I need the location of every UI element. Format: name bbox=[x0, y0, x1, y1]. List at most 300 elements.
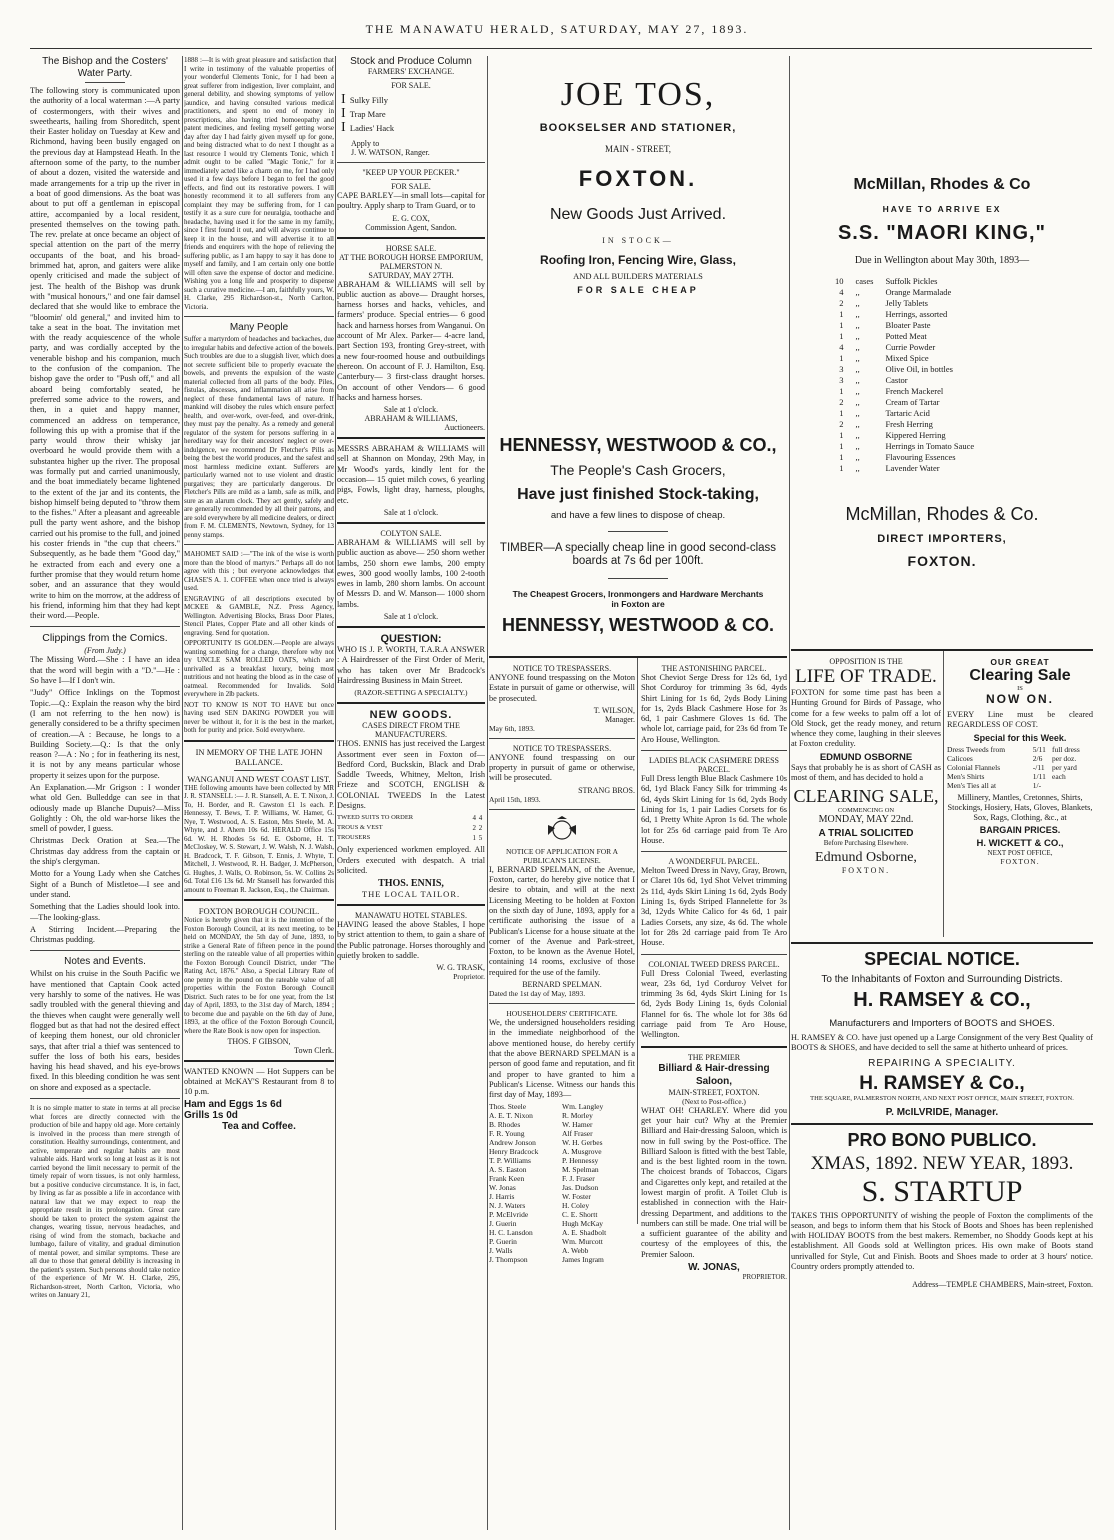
week-item-name: Calicoes bbox=[947, 753, 973, 763]
ramsey-body: H. RAMSEY & CO. have just opened up a Large Consignment of the very Best Quality of BOOTS & SHOES, and have decided to sell the same at hitherto unheard of prices. bbox=[791, 1033, 1093, 1053]
trespass-sig-1: T. WILSON, bbox=[593, 705, 635, 715]
horse-sale-title: HORSE SALE. bbox=[385, 243, 437, 253]
householder-name: H. C. Lansdon bbox=[489, 1228, 533, 1238]
divider bbox=[30, 1098, 180, 1099]
householder-name: J. Guerin bbox=[489, 1219, 517, 1229]
col4-lower-left bbox=[489, 664, 635, 1264]
new-goods-title: NEW GOODS. bbox=[369, 709, 453, 722]
goods-row bbox=[835, 419, 974, 430]
householder-name: J. Harris bbox=[489, 1192, 515, 1202]
week-item-row bbox=[947, 754, 1093, 763]
cape-barley-ad: CAPE BARLEY—in small lots—capital for poultry. Apply sharp to Tram Guard, or to bbox=[337, 191, 485, 211]
week-item-row bbox=[947, 745, 1093, 754]
week-item-name: Men's Ties all at bbox=[947, 780, 997, 790]
wickett-name: H. WICKETT & CO., bbox=[976, 838, 1064, 850]
mahomet-ad: MAHOMET SAID :—"The ink of the wise is worth more than the blood of martyrs." Perhaps all do not agree with this ; but everyone acknowledges that CHASE'S A. 1. COFFEE when once tried is always used. bbox=[184, 550, 334, 592]
goods-unit: ,, bbox=[855, 419, 860, 429]
for-sale-2: FOR SALE. bbox=[391, 182, 431, 191]
council-signature-title: Town Clerk. bbox=[294, 1046, 334, 1055]
goods-unit: ,, bbox=[855, 287, 860, 297]
ladies-body: Full Dress length Blue Black Cashmere 10s 6d, 1yd Black Fancy Silk for trimming 4s 6d, 4yds Skirt Lining for 1s 6d, 2yds Body Lining for 1s, 1 pair Ladies Corsets for 6s 6d, 1 Pretty White Apron 1s 6d. The whole lot for 25s 6d carriage paid from Te Aro House. bbox=[641, 774, 787, 845]
week-item-price: 1/11 bbox=[1032, 771, 1046, 781]
sale-item: I Trap Mare bbox=[341, 106, 386, 121]
memory-title: IN MEMORY OF THE LATE JOHN BALLANCE. bbox=[195, 746, 323, 767]
publican-sig: BERNARD SPELMAN. bbox=[522, 980, 602, 990]
householder-name: Hugh McKay bbox=[562, 1219, 604, 1229]
question-body: WHO IS J. P. WORTH, T.A.R.A ANSWER : A Hairdresser of the First Order of Merit, who has taken over Mr Bradcock's Hairdressing Business in Main Street. bbox=[337, 645, 485, 685]
goods-row bbox=[835, 287, 974, 298]
keep-pecker: "KEEP UP YOUR PECKER." bbox=[362, 168, 460, 177]
goods-item: Jelly Tablets bbox=[885, 298, 928, 308]
householder-row bbox=[489, 1111, 635, 1120]
clipping: "Judy" Office Inklings on the Topmost Topic.—Q.: Explain the reason why the bird (I am not referring to the hen now) is generally considered to be a thrifty specimen of creation.—A : Because, he longs to a Building Society.—Q.: Is that the only reason ?—A : No ; for in feathering its nest, it is not by any means particular whose property it seizes upon for the purpose. bbox=[30, 688, 180, 780]
goods-item: Castor bbox=[885, 375, 908, 385]
shannon-time: Sale at 1 o'clock. bbox=[383, 507, 439, 517]
mcmillan-town: FOXTON. bbox=[907, 553, 977, 569]
masthead: THE MANAWATU HERALD, SATURDAY, MAY 27, 1893. bbox=[365, 22, 749, 36]
week-item-price: 1/- bbox=[1032, 780, 1042, 790]
divider bbox=[391, 78, 431, 79]
many-people-body: Suffer a martyrdom of headaches and backaches, due to irregular habits and defective action of the bowels. Such troubles are due to a sluggish liver, which does not secrete sufficient bile to properly evacuate the bowels, and prevents the expulsion of the waste material collected from all parts of the body. Piles, fistulas, abscesses, and inflammation all arise from neglect of these fundamental laws of nature. If mankind will disobey the rules which ensure perfect health, and over-work, over-feed, and over-drink, they must pay the penalty. As a remedy and general regulator of the system for persons suffering in a hereditary way for their ancestors' neglect or over-indulgence, we recommend Dr Fletcher's Pills as being the best the world produces, and the safest and most harmless medicine extant. Sufferers are particularly warned not to use violent and drastic purgatives; they are particularly dangerous. Dr Fletcher's Pills are mild as a lamb, safe as milk, and sure as an alarum clock. They act gently, safely and are generally recommended by all their patrons, and are sold everywhere by all medicine dealers, or direct from F. M. CLEMENTS, Newtown, Sydney, for 13 penny stamps. bbox=[184, 335, 334, 539]
bargain-prices: BARGAIN PRICES. bbox=[979, 825, 1061, 836]
stables-title: MANAWATU HOTEL STABLES. bbox=[355, 911, 467, 921]
trespass-body-1: ANYONE found trespassing on the Moton Estate in pursuit of game or otherwise, will be prosecuted. bbox=[489, 673, 635, 703]
billiard-proprietor: PROPRIETOR. bbox=[742, 1273, 787, 1282]
householder-row bbox=[489, 1210, 635, 1219]
ramsey-title: H. RAMSEY & CO., bbox=[853, 989, 1031, 1011]
householder-name: H. Coley bbox=[562, 1201, 590, 1211]
goods-quantity: 1 bbox=[839, 441, 844, 451]
divider bbox=[489, 656, 787, 658]
householder-name: P. Guerin bbox=[489, 1237, 517, 1247]
trespass-date-1: May 6th, 1893. bbox=[489, 723, 535, 733]
many-people-title: Many People bbox=[229, 322, 289, 333]
sale-item: I Ladies' Hack bbox=[341, 120, 395, 135]
divider bbox=[489, 738, 635, 739]
goods-unit: ,, bbox=[855, 452, 860, 462]
roofing: Roofing Iron, Fencing Wire, Glass, bbox=[540, 253, 736, 267]
divider bbox=[391, 179, 431, 180]
wanted-ad: WANTED KNOWN — Hot Suppers can be obtained at McKAY'S Restaurant from 8 to 10 p.m. bbox=[184, 1067, 334, 1096]
osborne-town: FOXTON. bbox=[841, 866, 891, 876]
householder-name: W. Hamer bbox=[562, 1120, 593, 1130]
householder-name: W. H. Gerbes bbox=[562, 1138, 603, 1148]
week-item-unit: each bbox=[1052, 771, 1066, 781]
divider bbox=[641, 954, 787, 955]
razor-setting: (RAZOR-SETTING A SPECIALTY.) bbox=[354, 688, 468, 698]
column-1 bbox=[30, 56, 180, 1530]
divider bbox=[184, 1060, 334, 1062]
masthead-rule bbox=[30, 48, 1092, 49]
householder-name: James Ingram bbox=[562, 1255, 604, 1265]
householder-row bbox=[489, 1138, 635, 1147]
divider bbox=[608, 531, 668, 532]
householder-row bbox=[489, 1120, 635, 1129]
goods-quantity: 1 bbox=[839, 386, 844, 396]
new-goods-arrived: New Goods Just Arrived. bbox=[549, 206, 727, 223]
goods-quantity: 1 bbox=[839, 309, 844, 319]
trespass-sig-2: STRANG BROS. bbox=[578, 785, 635, 795]
farmers-exchange: FARMERS' EXCHANGE. bbox=[367, 67, 455, 76]
hennessy-title: HENNESSY, WESTWOOD & CO., bbox=[499, 435, 777, 455]
householder-name: A. S. Easton bbox=[489, 1165, 527, 1175]
goods-quantity: 4 bbox=[839, 342, 844, 352]
few-lines: and have a few lines to dispose of cheap. bbox=[550, 510, 726, 521]
parcel-body: Shot Cheviot Serge Dress for 12s 6d, 1yd Shot Corduroy for trimming 3s 6d, 4yds Shirt Lining for 1s 6d, 2yds Body Lining for 1s, 2yds Black Cashmere Hose for 3s 6d, 1 pair Cashmere Gloves 1s 6d. The whole lot, carriage paid, for 23s 6d from Te Aro House, Wellington. bbox=[641, 673, 787, 744]
householder-name: Henry Bradcock bbox=[489, 1147, 539, 1157]
clippings-title: Clippings from the Comics. bbox=[42, 632, 168, 645]
cheapest-grocers: The Cheapest Grocers, Ironmongers and Hardware Merchants in Foxton are bbox=[512, 589, 764, 609]
price-table bbox=[337, 813, 485, 843]
certificate-title: HOUSEHOLDERS' CERTIFICATE. bbox=[506, 1009, 618, 1019]
crest-icon bbox=[542, 815, 582, 845]
ramsey-address: THE SQUARE, PALMERSTON NORTH, AND NEXT POST OFFICE, MAIN STREET, FOXTON. bbox=[810, 1094, 1074, 1102]
colyton-time: Sale at 1 o'clock. bbox=[383, 612, 439, 622]
goods-row bbox=[835, 342, 974, 353]
week-item-row bbox=[947, 772, 1093, 781]
householder-name: Andrew Jonson bbox=[489, 1138, 536, 1148]
colonial-title: COLONIAL TWEED DRESS PARCEL. bbox=[648, 959, 780, 969]
ennis-body-2: Only experienced workmen employed. All Orders executed with despatch. A trial solicited. bbox=[337, 845, 485, 875]
divider bbox=[234, 770, 284, 771]
goods-item: Fresh Herring bbox=[885, 419, 933, 429]
goods-item: Currie Powder bbox=[885, 342, 936, 352]
householder-name: Alf Fraser bbox=[562, 1129, 593, 1139]
billiard-body: WHAT OH! CHARLEY. Where did you get your hair cut? Why at the Premier Billiard and Hair-dressing Saloon, which is now in full swing by the Post-office. The Billiard Saloon is fitted with the best Table, and is the best lighted room in the town. The choicest brands of Tobaccos, Cigars and Cigarettes only kept, and retailed at the lowest margin of profit. A Toilet Club is established in connection with the Hair-dressing Department, and additions to the numbers can still be made. One trial will be a sufficient guarantee of the ability and courtesy of the employees of this, the Premier Saloon. bbox=[641, 1105, 787, 1259]
xmas-new-year: XMAS, 1892. NEW YEAR, 1893. bbox=[810, 1152, 1074, 1174]
billiard-next: (Next to Post-office.) bbox=[682, 1096, 746, 1106]
goods-row bbox=[835, 331, 974, 342]
mcmillan-title-2: McMillan, Rhodes & Co. bbox=[845, 504, 1039, 524]
startup-address: Address—TEMPLE CHAMBERS, Main-street, Foxton. bbox=[912, 1280, 1093, 1290]
goods-item: Lavender Water bbox=[885, 463, 940, 473]
millinery: Millinery, Mantles, Cretonnes, Shirts, Stockings, Hosiery, Hats, Gloves, Blankets, Sox, Rags, Clothing, &c., at bbox=[947, 792, 1093, 823]
householder-name: A. Webb bbox=[562, 1246, 589, 1256]
wonderful-title: A WONDERFUL PARCEL. bbox=[668, 857, 760, 867]
week-item-price: 5/11 bbox=[1032, 744, 1046, 754]
goods-quantity: 1 bbox=[839, 353, 844, 363]
joe-street: MAIN - STREET, bbox=[604, 144, 672, 154]
goods-unit: ,, bbox=[855, 353, 860, 363]
householder-row bbox=[489, 1147, 635, 1156]
wickett-ad bbox=[947, 657, 1093, 866]
householder-name: N. J. Waters bbox=[489, 1201, 526, 1211]
manufacturers: Manufacturers and Importers of BOOTS and SHOES. bbox=[829, 1018, 1055, 1029]
householder-name: Thos. Steele bbox=[489, 1102, 527, 1112]
divider bbox=[184, 544, 334, 545]
divider bbox=[791, 942, 1093, 944]
goods-item: Mixed Spice bbox=[885, 353, 929, 363]
divider bbox=[641, 750, 787, 751]
householder-name: T. P. Williams bbox=[489, 1156, 531, 1166]
council-body: Notice is hereby given that it is the intention of the Foxton Borough Council, at its next meeting, to be held on MONDAY, the 5th day of June, 1893, to strike a General Rate of fifteen pence in the pound sterling on the rateable value of all properties within the Foxton Borough Council District, under "The Rating Act, 1876." Also, a Special Library Rate of one penny in the pound on the rateable value of all properties within the Foxton Borough Council District. Such rates to be for one year, from the 1st day of April, 1893, to the 31st day of March, 1894 ; to become due and payable on the 6th day of June, 1893, at the office of the Foxton Borough Council, where the Rate Book is now open for inspection. bbox=[184, 916, 334, 1035]
col5-ads bbox=[791, 657, 1093, 937]
ramsey-title-2: H. RAMSEY & Co., bbox=[859, 1072, 1025, 1094]
monday-date: MONDAY, MAY 22nd. bbox=[818, 814, 914, 826]
timber-ad: TIMBER—A specially cheap line in good second-class boards at 7s 6d per 100ft. bbox=[499, 542, 777, 567]
goods-row bbox=[835, 364, 974, 375]
in-stock: IN STOCK— bbox=[602, 236, 674, 245]
clipping: An Explanation.—Mr Grigson : I wonder what old Gen. Bulleddge can see in that odiously made up Blanche Dupuis?—Miss Golightly : Oh, the old war-horse likes the smell of powder, I guess. bbox=[30, 783, 180, 834]
clearing-sale-heading: Clearing Sale bbox=[969, 667, 1071, 684]
divider bbox=[641, 851, 787, 852]
osborne-says: Says that probably he is as short of CASH as most of them, and has decided to hold a bbox=[791, 762, 941, 783]
due-wellington: Due in Wellington about May 30th, 1893— bbox=[854, 255, 1030, 266]
column-5 bbox=[791, 56, 1093, 1530]
householder-row bbox=[489, 1183, 635, 1192]
auctioneers-title: Auctioneers. bbox=[444, 423, 485, 433]
divider bbox=[641, 1046, 787, 1048]
osborne-ad bbox=[791, 657, 941, 875]
goods-quantity: 1 bbox=[839, 452, 844, 462]
householder-name: P. Hennessy bbox=[562, 1156, 599, 1166]
week-item-name: Colonial Flannels bbox=[947, 762, 1001, 772]
pro-bono: PRO BONO PUBLICO. bbox=[847, 1129, 1037, 1150]
inhabitants: To the Inhabitants of Foxton and Surrounding Districts. bbox=[821, 974, 1063, 985]
householder-names bbox=[489, 1102, 635, 1264]
divider bbox=[791, 649, 1093, 651]
every-line: EVERY Line must be cleared REGARDLESS OF COST. bbox=[947, 710, 1093, 730]
week-items bbox=[947, 745, 1093, 790]
householder-row bbox=[489, 1237, 635, 1246]
goods-unit: ,, bbox=[855, 375, 860, 385]
cox: E. G. COX, bbox=[392, 213, 430, 223]
builders-materials: AND ALL BUILDERS MATERIALS bbox=[573, 271, 703, 281]
clipping: Something that the Ladies should look into.—The looking-glass. bbox=[30, 902, 180, 922]
our-great: OUR GREAT bbox=[990, 657, 1050, 667]
goods-item: Herrings, assorted bbox=[885, 309, 948, 319]
mcmillan-title: McMillan, Rhodes & Co bbox=[853, 176, 1031, 193]
divider bbox=[184, 316, 334, 317]
joe-tos-title: JOE TOS, bbox=[560, 76, 716, 113]
goods-item: Kippered Herring bbox=[885, 430, 946, 440]
householder-name: B. Rhodes bbox=[489, 1120, 521, 1130]
osborne-name: EDMUND OSBORNE bbox=[819, 751, 913, 763]
notes-body: Whilst on his cruise in the South Pacific we have mentioned that Captain Cook acted very harshly to some of the natives. He was sadly troubled with the general thieving and the thieves when caught were generally well flogged but as that had not the desired effect of keeping them honest, our old chronicler says, that after trial a thief was sentenced to suffer the loss of both his ears, besides having his head shaved, and his eye-brows fixed. In this bleeding condition he was sent on shore and exposed as a spectacle. bbox=[30, 969, 180, 1092]
trial-solicited: A TRIAL SOLICITED bbox=[818, 828, 914, 840]
osborne-name-2: Edmund Osborne, bbox=[815, 850, 917, 866]
goods-quantity: 4 bbox=[839, 287, 844, 297]
goods-unit: ,, bbox=[855, 342, 860, 352]
parcel-title: THE ASTONISHING PARCEL. bbox=[661, 664, 767, 673]
wickett-town: FOXTON. bbox=[1000, 857, 1040, 867]
goods-quantity: 1 bbox=[839, 320, 844, 330]
notes-title: Notes and Events. bbox=[64, 956, 146, 968]
peoples-grocers: The People's Cash Grocers, bbox=[550, 462, 726, 478]
week-item-unit: per doz. bbox=[1052, 753, 1077, 763]
have-to-arrive: HAVE TO ARRIVE EX bbox=[882, 204, 1002, 214]
direct-importers: DIRECT IMPORTERS, bbox=[877, 533, 1007, 545]
publican-date: Dated the 1st day of May, 1893. bbox=[489, 989, 586, 999]
wanganui-title: WANGANUI AND WEST COAST LIST. bbox=[187, 773, 331, 784]
council-signature: THOS. F GIBSON, bbox=[227, 1037, 291, 1046]
clearing-sale-title: CLEARING SALE, bbox=[793, 786, 939, 807]
for-sale: FOR SALE. bbox=[391, 81, 431, 90]
watson: J. W. WATSON, Ranger. bbox=[351, 148, 430, 157]
goods-row bbox=[835, 320, 974, 331]
householder-name: C. E. Shortt bbox=[562, 1210, 598, 1220]
cox-title: Commission Agent, Sandon. bbox=[365, 222, 457, 232]
colyton-title: COLYTON SALE. bbox=[380, 528, 442, 538]
ham-eggs-price: Ham and Eggs 1s 6d bbox=[184, 1099, 282, 1110]
market-title: Stock and Produce Column bbox=[350, 56, 472, 67]
goods-quantity: 2 bbox=[839, 397, 844, 407]
hennessy-title-2: HENNESSY, WESTWOOD & CO. bbox=[501, 615, 775, 635]
goods-item: Tartaric Acid bbox=[885, 408, 930, 418]
column-4 bbox=[489, 56, 787, 1530]
week-item-name: Men's Shirts bbox=[947, 771, 985, 781]
billiard-pre: THE PREMIER bbox=[687, 1052, 741, 1062]
divider bbox=[337, 237, 485, 239]
opportunity-ad: OPPORTUNITY IS GOLDEN.—People are always wanting something for a change, therefore why not try UNCLE SAM ROLLED OATS, which are unrivalled as a breakfast luxury, being most nutritious and not heating the blood as in the case of oatmeal. Recommended for Invalids. Sold everywhere in 2lb packets. bbox=[184, 639, 334, 698]
divider bbox=[489, 1003, 635, 1004]
goods-row bbox=[835, 375, 974, 386]
wickett-address: NEXT POST OFFICE, bbox=[987, 849, 1053, 858]
special-week: Special for this Week. bbox=[973, 732, 1067, 743]
billiard-title: Billiard & Hair-dressing Saloon, bbox=[658, 1062, 770, 1087]
householder-row bbox=[489, 1165, 635, 1174]
goods-quantity: 1 bbox=[839, 331, 844, 341]
householder-row bbox=[489, 1219, 635, 1228]
stables-body: HAVING leased the above Stables, I hope by strict attention to them, to gain a share of the Public patronage. Horses thoroughly and quietly broken to saddle. bbox=[337, 920, 485, 961]
goods-row bbox=[835, 309, 974, 320]
wonderful-body: Melton Tweed Dress in Navy, Gray, Brown, or Claret 10s 6d, 1yd Shot Velvet trimming 2s 11d, 4yds Skirt Lining 1s 6d, 2yds Body Lining 1s, 6yds Striped Flannelette for 3s 3d, 12yds White Calico for 4s 6d, 1 pair Ladies Corsets, any size, 4s 6d. The whole lot for 28s 2d carriage paid from Te Aro House. bbox=[641, 866, 787, 948]
council-title: FOXTON BOROUGH COUNCIL. bbox=[198, 906, 320, 916]
clipping: Motto for a Young Lady when she Catches Sight of a Bunch of Mistletoe—I see and under stand. bbox=[30, 869, 180, 899]
trespass-sig-1-title: Manager. bbox=[605, 714, 635, 724]
goods-row bbox=[835, 463, 974, 474]
question-title: QUESTION: bbox=[380, 633, 442, 646]
householder-name: J. Thompson bbox=[489, 1255, 528, 1265]
divider bbox=[184, 899, 334, 901]
horse-sale-body: ABRAHAM & WILLIAMS will sell by public auction as above— Draught horses, harness horses and hacks, vehicles, and farmers' produce. Special entries— 6 good hack and harness horses from Wanganui. On account of Mr Alex. Parker— 4-acre land, part Section 193, fronting Grey-street, with a new four-roomed house and outbuildings thereon. On account of F. J. Hamilton, Esq. Canterbury— 3 first-class draught horses. On account of other Vendors— 6 good hacks and harness horses. bbox=[337, 279, 485, 402]
divider bbox=[30, 626, 180, 627]
week-item-unit bbox=[1052, 781, 1093, 790]
goods-row bbox=[835, 298, 974, 309]
column-divider bbox=[335, 56, 336, 1530]
publican-body: I, BERNARD SPELMAN, of the Avenue, Foxton, carter, do hereby give notice that I desire to obtain, and will at the next Licensing Meeting to be holden at Foxton on the sixth day of June, 1893, apply for a certificate authorising the issue of a Publican's License for a house situate at the corner of the Avenue and Park-street, Foxton, to be known as the Avenue Hotel, containing 14 rooms, exclusive of those required for the use of the family. bbox=[489, 864, 635, 977]
householder-name: Wm. Murcott bbox=[562, 1237, 603, 1247]
divider bbox=[337, 904, 485, 906]
article-title: The Bishop and the Costers' Water Party. bbox=[42, 56, 168, 79]
engraving-ad: ENGRAVING of all descriptions executed by MCKEE & GAMBLE, N.Z. Press Agency, Wellington. Advertising Blocks, Brass Door Plates, Stencil Plates, Copper Plate and all other kinds of engraving. Send for quotation. bbox=[184, 594, 334, 637]
goods-item: Bloater Paste bbox=[885, 320, 931, 330]
householder-name: W. Jonas bbox=[489, 1183, 516, 1193]
goods-item: French Mackerel bbox=[885, 386, 944, 396]
week-item-row bbox=[947, 763, 1093, 772]
publican-title: NOTICE OF APPLICATION FOR A PUBLICAN'S LICENSE. bbox=[505, 846, 619, 865]
column-divider bbox=[943, 651, 944, 937]
divider bbox=[85, 82, 125, 83]
householder-row bbox=[489, 1174, 635, 1183]
goods-quantity: 1 bbox=[839, 463, 844, 473]
colonial-body: Full Dress Colonial Tweed, everlasting wear, 23s 6d, 1yd Corduroy Velvet for trimming 3s 6d, 4yds Skirt Lining for 1s 6d, 2yds Body Lining 1s, 6yds Colonial Flannel for 6s. The whole lot for 38s 6d carriage paid from Te Aro House, Wellington. bbox=[641, 968, 787, 1040]
notes-small: It is no simple matter to state in terms at all precise what forces are directly connected with the production of bile and happy old age. More certainly is involved in the process than mere strength of constitution. Healthy surroundings, contentment, and active, temperate and regular habits are most valuable aids. Hard work so long at least as it is not carried beyond the limit necessary to permit of the timely repair of worn tissues, is not only harmless, but a positive conducive circumstance. It is, in fact, by living as far as possible a life in accordance with natural law that we may expect to reap the appropriate result in its prolongation. Great care should be taken to protect the system against the changes, wearing tissue, nervous headaches, and rising of wind from the stomach, backache and lumbago, failure of vitality, and gradual diminution of mental power, and similar symptoms. These are all due to those that general debility is increasing in the patient's system. Such persons should take notice of the experience of Mr W. H. Clarke, 295, Richardson-street, North Carlton, Victoria, who writes on January 21, bbox=[30, 1104, 180, 1300]
col4-lower bbox=[489, 664, 787, 1282]
goods-row bbox=[835, 386, 974, 397]
householder-name: Wm. Langley bbox=[562, 1102, 604, 1112]
clippings-source: (From Judy.) bbox=[84, 646, 126, 656]
clipping: The Missing Word.—She : I have an idea that the word will begin with a "D."—He : So have I—If I don't win. bbox=[30, 655, 180, 686]
week-item-price: 2/6 bbox=[1032, 753, 1043, 763]
col4-lower-right bbox=[641, 664, 787, 1281]
clipping: Christmas Deck Oration at Sea.—The Christmas day address from the captain or the ship's clergyman. bbox=[30, 836, 180, 867]
week-item-unit: full dress bbox=[1052, 744, 1080, 754]
certificate-body: We, the undersigned householders residing in the immediate neighborhood of the above mentioned house, do hereby certify that the above BERNARD SPELMAN is a person of good fame and reputation, and fit and proper to have granted to him a Publican's License. Witness our hands this first day of May, 1893— bbox=[489, 1018, 635, 1100]
startup-body: TAKES THIS OPPORTUNITY of wishing the people of Foxton the compliments of the season, and begs to inform them that his Stock of Boots and Shoes has been replenished with HOLIDAY BOOTS from the best makers. Remember, no Shoddy Goods kept at his establishment. All Goods sold at Wellington prices. His own make of Boots stand unrivalled for Style, Cut and Finish. Boots and Shoes made to order at 3 hours' notice. Country orders promptly attended to. bbox=[791, 1210, 1093, 1272]
week-item-row bbox=[947, 781, 1093, 790]
trespass-title-1: NOTICE TO TRESPASSERS. bbox=[512, 664, 612, 673]
householder-row bbox=[489, 1246, 635, 1255]
ennis-trade: THE LOCAL TAILOR. bbox=[361, 889, 461, 900]
divider bbox=[337, 626, 485, 628]
not-to-know-ad: NOT TO KNOW IS NOT TO HAVE but once having used SEN DAKING POWDER you will never be without it, for it is the best in the market, both for purity and price. Sold everywhere. bbox=[184, 700, 334, 734]
week-item-unit: per yard bbox=[1052, 762, 1077, 772]
goods-unit: ,, bbox=[855, 463, 860, 473]
column-divider bbox=[182, 56, 183, 1530]
divider bbox=[608, 578, 668, 579]
divider bbox=[337, 702, 485, 704]
householder-name: F. J. Fraser bbox=[562, 1174, 595, 1184]
goods-item: Herrings in Tomato Sauce bbox=[885, 441, 975, 451]
householder-name: P. McElvride bbox=[489, 1210, 529, 1220]
householder-name: F. R. Young bbox=[489, 1129, 525, 1139]
shannon-sale: MESSRS ABRAHAM & WILLIAMS will sell at Shannon on Monday, 29th May, in Mr Wood's yards, kindly lent for the occasion— 15 quiet milch cows, 6 yearling pigs, Fowls, light dray, harness, ploughs, etc. bbox=[337, 444, 485, 505]
horse-sale-date: SATURDAY, MAY 27TH. bbox=[368, 270, 454, 280]
goods-unit: ,, bbox=[855, 441, 860, 451]
stock-taking: Have just finished Stock-taking, bbox=[517, 486, 759, 503]
householder-name: M. Spelman bbox=[562, 1165, 599, 1175]
householder-name: A. E. T. Nixon bbox=[489, 1111, 533, 1121]
opposition-title: OPPOSITION IS THE bbox=[829, 657, 903, 666]
life-of-trade: LIFE OF TRADE. bbox=[795, 666, 937, 687]
wanganui-body: THE following amounts have been collected by MR J. R. STANSELL :— J. R. Stansell, A. E. T. Nixon, J. To, H. Border, and R. Cawston £1 1s each. P. Hennessy, T. Bews, T. P. Williams, W. Hamer, G. Nye, T. Westwood, A. S. Easton, Mrs Steele, M. A. Whyte, and J. Ahern 10s 6d. HERALD Office 15s 6d. W. H. Rhodes 5s 6d. E. Osborne, H. T. McCloskey, W. S. Stewart, J. W. Walsh, N. J. Walsh, H. Bradcock, T. F. Gibson, T. Ennis, J. Whyte, T. Mitchell, J. Westwood, R. H. Badger, J. McPherson, G. Hughes, J. Walls, O. Robinson, 5s. W. Collins 2s 6d. Total £16 13s 6d. Mr Stansell has forwarded this amount to Freeman R. Jackson, Esq., the Chairman. bbox=[184, 783, 334, 894]
apply-to: Apply to bbox=[351, 139, 380, 148]
goods-unit: ,, bbox=[855, 386, 860, 396]
trespass-title-2: NOTICE TO TRESPASSERS. bbox=[512, 743, 612, 753]
commencing: COMMENCING ON bbox=[837, 807, 895, 815]
householder-row bbox=[489, 1201, 635, 1210]
goods-quantity: 1 bbox=[839, 430, 844, 440]
householder-name: A. Musgrove bbox=[562, 1147, 602, 1157]
goods-item: Orange Marmalade bbox=[885, 287, 952, 297]
column-divider bbox=[487, 56, 488, 1530]
startup-name: S. STARTUP bbox=[861, 1174, 1023, 1208]
tea-coffee: Tea and Coffee. bbox=[222, 1121, 296, 1132]
goods-row bbox=[835, 430, 974, 441]
auctioneers: ABRAHAM & WILLIAMS, bbox=[364, 414, 458, 424]
divider bbox=[337, 522, 485, 524]
price-row: TROUS & VEST 2 2 bbox=[337, 824, 483, 833]
price-row: TWEED SUITS TO ORDER 4 4 bbox=[337, 814, 483, 823]
article-body: The following story is communicated upon the authority of a local waterman :—A party of costermongers, with their wives and sweethearts, hailing from Shoreditch, spent their Easter holiday on Tuesday at Kew and Richmond, having been busily engaged on the previous day at Hampstead Heath. In the afternoon some of the party, to the number of about a dozen, visited the waterside and made arrangements for a trip up the river in a boat of good dimensions. As the boat was about to put off a gentleman in episcopal attire, accompanied by a local resident, presented themselves on the towing path. The rev. prelate at once became an object of special attention on the part of the merry occupants of the boat, and his broad-brimmed hat, apron, and gaiters were alike openly criticised and made the subject of jest. The health of the Bishop was drunk with "musical honours," and one fair damsel declared that she would like to embrace the "bloomin' old general," and invited him to take a seat in the boat. The invitation met with the ready acquiescence of the whole party, and was cordially accepted by the venerable bishop and his companion, much to the confusion of the companion. The bishop gave the order to "Push off," and all aboard being comfortably seated, he preferred some advice to the rowers, and then, in a quiet and happy manner, commenced an address on temperance, following this up with a promise that if the party would throw their whisky jar overboard he would provide them with a substantea higher up the river. The proposal was formally put and carried unanimously, and the boat immediately became lightened to the extent of the jar and its contents, the bishop himself being deputed to "throw them to the fishes." After a pleasant and agreeable pull the party went ashore, and the bishop carried out his promise to the full, and joined his coster friends in "the cup that cheers." Subsequently, as he bade them "Good day," he extracted from each and every one a further promise that they would return home sober, and an assurance that they would write to him on the morrow, at the address of his friend, informing him that they had kept their word.—People. bbox=[30, 86, 180, 621]
joe-town: FOXTON. bbox=[578, 166, 698, 191]
ennis-body: THOS. ENNIS has just received the Largest Assortment ever seen in Foxton of— Bedford Cord, Buckskin, Black and Drab Saddle Tweeds, Whitney, Melton, Irish Frieze and SCOTCH, ENGLISH & COLONIAL TWEEDS In the Latest Designs. bbox=[337, 739, 485, 810]
for-sale-cheap: FOR SALE CHEAP bbox=[577, 285, 699, 295]
householder-row bbox=[489, 1255, 635, 1264]
goods-unit: ,, bbox=[855, 430, 860, 440]
goods-unit: ,, bbox=[855, 331, 860, 341]
householder-name: R. Morley bbox=[562, 1111, 593, 1121]
trespass-date-2: April 15th, 1893. bbox=[489, 794, 541, 804]
goods-row bbox=[835, 408, 974, 419]
stables-proprietor: Proprietor. bbox=[453, 972, 485, 982]
goods-list bbox=[835, 276, 974, 474]
ladies-title: LADIES BLACK CASHMERE DRESS PARCEL. bbox=[648, 756, 779, 775]
householder-name: A. E. Shadbolt bbox=[562, 1228, 607, 1238]
goods-row bbox=[835, 353, 974, 364]
goods-unit: ,, bbox=[855, 320, 860, 330]
